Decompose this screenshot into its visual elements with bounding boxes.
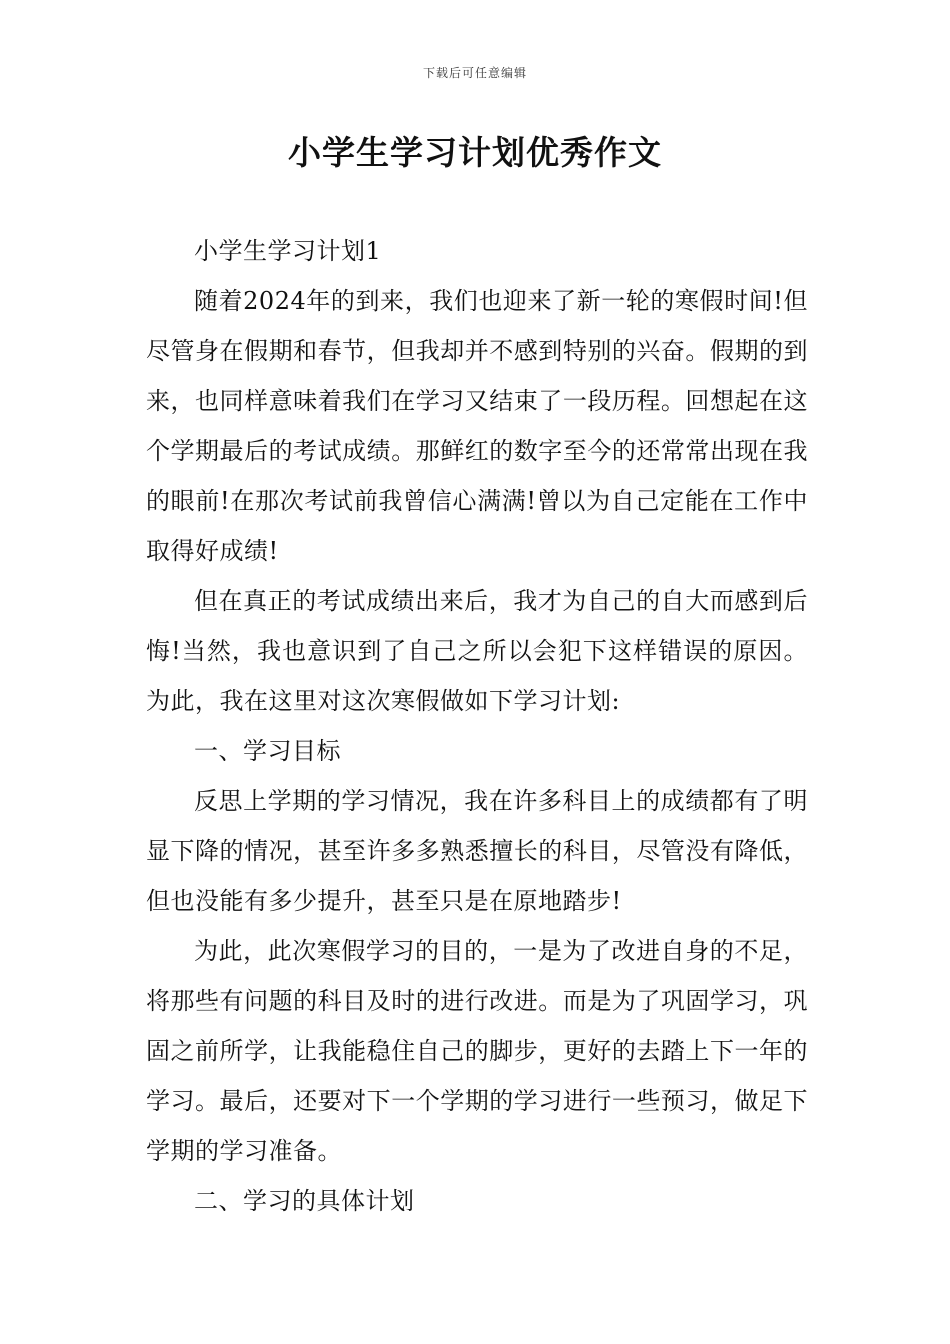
paragraph: 反思上学期的学习情况，我在许多科目上的成绩都有了明显下降的情况，甚至许多多熟悉擅长的科目，尽管没有降低，但也没能有多少提升，甚至只是在原地踏步! <box>146 787 808 915</box>
section-heading: 小学生学习计划1 <box>194 237 382 265</box>
section-heading: 一、学习目标 <box>194 737 341 765</box>
paragraph: 为此，此次寒假学习的目的，一是为了改进自身的不足，将那些有问题的科目及时的进行改进。而是为了巩固学习，巩固之前所学，让我能稳住自己的脚步，更好的去踏上下一年的学习。最后，还要对下一个学期的学习进行一些预习，做足下学期的学习准备。 <box>146 937 808 1165</box>
document-body <box>146 226 808 1226</box>
paragraph: 但在真正的考试成绩出来后，我才为自己的自大而感到后悔!当然，我也意识到了自己之所以会犯下这样错误的原因。为此，我在这里对这次寒假做如下学习计划: <box>146 587 808 715</box>
section-heading: 二、学习的具体计划 <box>194 1187 415 1215</box>
paragraph: 随着2024年的到来，我们也迎来了新一轮的寒假时间!但尽管身在假期和春节，但我却并不感到特别的兴奋。假期的到来，也同样意味着我们在学习又结束了一段历程。回想起在这个学期最后的考试成绩。那鲜红的数字至今的还常常出现在我的眼前!在那次考试前我曾信心满满!曾以为自己定能在工作中取得好成绩! <box>146 287 808 565</box>
document-title: 小学生学习计划优秀作文 <box>288 133 662 172</box>
header-note: 下载后可任意编辑 <box>422 66 527 80</box>
